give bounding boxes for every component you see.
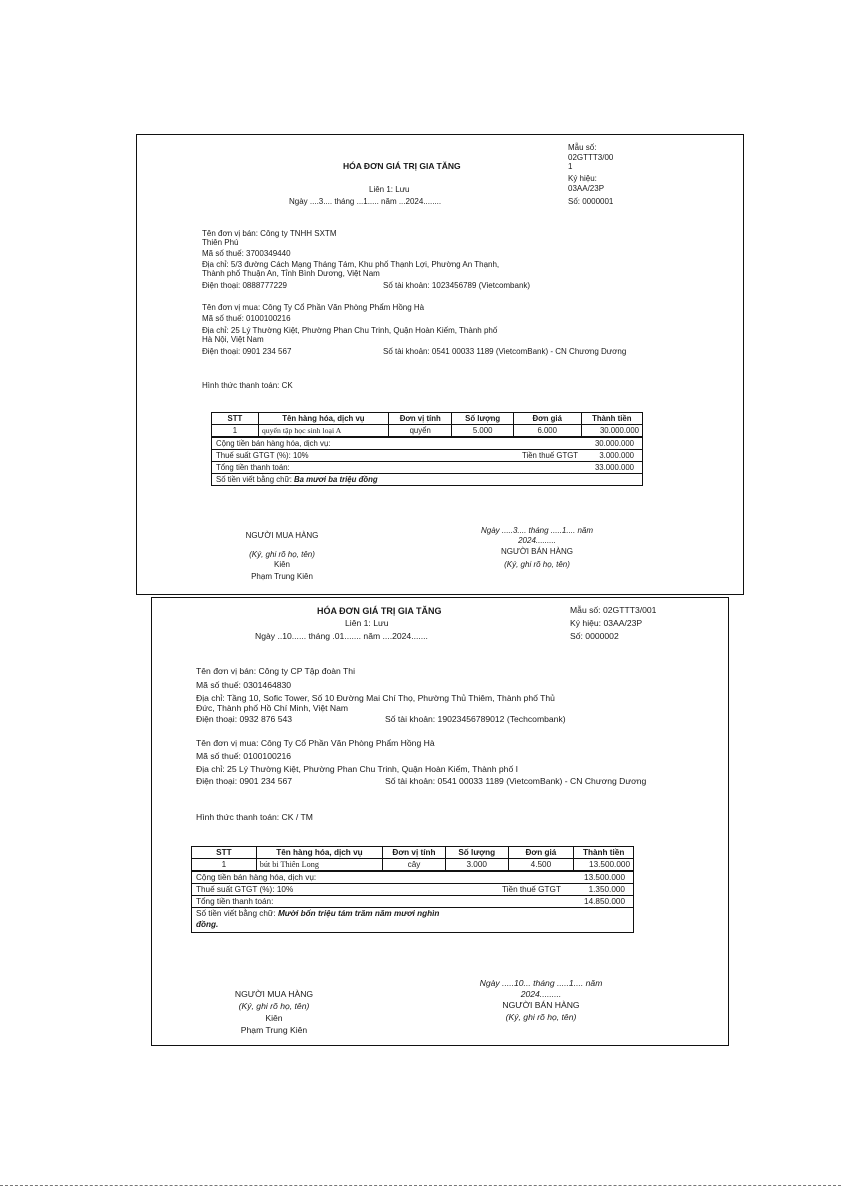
buyer-signature: Kiên (273, 560, 290, 569)
form-value: 02GTTT3/00 (568, 153, 614, 162)
row-qty: 3.000 (445, 859, 508, 871)
subtotal-value: 13.500.000 (584, 873, 625, 882)
buyer-name: Tên đơn vị mua: Công Ty Cổ Phần Văn Phòng Phẩm Hồng Hà (202, 303, 425, 312)
row-name: quyển tập học sinh loại A (258, 425, 388, 437)
col-name: Tên hàng hóa, dịch vụ (256, 847, 382, 859)
col-unit: Đơn vị tính (383, 847, 446, 859)
subtotal-row (192, 872, 633, 883)
sign-date-2: 2024......... (518, 536, 556, 545)
form-value-2: 1 (568, 162, 573, 171)
words-label: Số tiền viết bằng chữ: (216, 475, 292, 484)
seller-address: Địa chỉ: 5/3 đường Cách Mạng Tháng Tám, Khu phố Thạnh Lợi, Phường An Thạnh, (202, 260, 500, 269)
seller-phone: Điện thoại: 0932 876 543 (196, 714, 293, 724)
invoice-1 (136, 134, 744, 595)
seller-tax: Mã số thuế: 0301464830 (196, 680, 292, 690)
symbol-label: Ký hiệu: (568, 174, 597, 183)
invoice-number: Số: 0000002 (570, 631, 619, 641)
words-value: Ba mươi ba triệu đồng (294, 475, 378, 484)
row-name: bút bi Thiên Long (256, 859, 382, 871)
buyer-sign-note: (Ký, ghi rõ họ, tên) (238, 1001, 310, 1011)
total-label: Tổng tiền thanh toán: (216, 463, 290, 472)
items-table (191, 846, 634, 871)
table-header (212, 413, 643, 425)
vat-amount-label: Tiền thuế GTGT (502, 885, 561, 894)
row-unit: cây (383, 859, 446, 871)
buyer-tax: Mã số thuế: 0100100216 (196, 751, 292, 761)
col-amount: Thành tiền (581, 413, 642, 425)
vat-rate: Thuế suất GTGT (%): 10% (196, 885, 294, 894)
col-amount: Thành tiền (574, 847, 634, 859)
vat-rate: Thuế suất GTGT (%): 10% (216, 451, 309, 460)
vat-amount-label: Tiền thuế GTGT (522, 451, 579, 460)
vat-row (212, 449, 642, 461)
invoice-title: HÓA ĐƠN GIÁ TRỊ GIA TĂNG (343, 161, 461, 171)
row-stt: 1 (192, 859, 257, 871)
totals-block (191, 871, 634, 933)
col-price: Đơn giá (508, 847, 574, 859)
invoice-date: Ngày ..10...... tháng .01....... năm ....2024....... (255, 631, 428, 641)
invoice-copy: Liên 1: Lưu (369, 185, 410, 194)
invoice-copy: Liên 1: Lưu (345, 618, 389, 628)
sign-date-2: 2024......... (520, 989, 562, 999)
page-bottom-divider (0, 1185, 841, 1186)
col-unit: Đơn vị tính (388, 413, 452, 425)
row-qty: 5.000 (452, 425, 513, 437)
invoice-number: Số: 0000001 (568, 197, 614, 206)
form-label: Mẫu số: (568, 143, 597, 152)
total-label: Tổng tiền thanh toán: (196, 897, 274, 906)
buyer-address-2: Hà Nội, Việt Nam (202, 335, 264, 344)
buyer-sign-note: (Ký, ghi rõ họ, tên) (249, 550, 315, 559)
words-row (212, 473, 642, 485)
seller-account: Số tài khoản: 19023456789012 (Techcombank) (385, 714, 566, 724)
seller-account: Số tài khoản: 1023456789 (Vietcombank) (383, 281, 531, 290)
buyer-account: Số tài khoản: 0541 00033 1189 (VietcomBank) - CN Chương Dương (385, 776, 647, 786)
sign-date: Ngày .....3.... tháng .....1.... năm (480, 526, 594, 535)
row-unit: quyển (388, 425, 452, 437)
col-price: Đơn giá (513, 413, 581, 425)
vat-row (192, 883, 633, 895)
buyer-full-name: Phạm Trung Kiên (251, 572, 313, 581)
words-row (192, 907, 633, 932)
buyer-tax: Mã số thuế: 0100100216 (202, 314, 291, 323)
buyer-account: Số tài khoản: 0541 00033 1189 (VietcomBank) - CN Chương Dương (383, 347, 627, 356)
col-stt: STT (192, 847, 257, 859)
subtotal-label: Cộng tiền bán hàng hóa, dịch vụ: (196, 873, 317, 882)
buyer-signature: Kiên (265, 1013, 283, 1023)
table-row (192, 859, 634, 871)
buyer-sign-title: NGƯỜI MUA HÀNG (245, 531, 319, 540)
seller-sign-note: (Ký, ghi rõ họ, tên) (505, 1012, 577, 1022)
row-price: 6.000 (513, 425, 581, 437)
buyer-phone: Điện thoại: 0901 234 567 (196, 776, 293, 786)
words-label: Số tiền viết bằng chữ: (196, 909, 276, 918)
words-value-2: đồng. (196, 920, 219, 929)
subtotal-row (212, 438, 642, 449)
buyer-full-name: Phạm Trung Kiên (240, 1025, 308, 1035)
seller-name-2: Thiên Phú (202, 238, 239, 247)
payment-method: Hình thức thanh toán: CK (202, 381, 293, 390)
col-qty: Số lượng (452, 413, 513, 425)
seller-sign-title: NGƯỜI BÁN HÀNG (501, 547, 573, 556)
total-value: 14.850.000 (584, 897, 625, 906)
seller-address-2: Thành phố Thuận An, Tỉnh Bình Dương, Việt Nam (202, 269, 380, 278)
buyer-address: Địa chỉ: 25 Lý Thường Kiệt, Phường Phan Chu Trinh, Quận Hoàn Kiếm, Thành phố (202, 326, 498, 335)
seller-tax: Mã số thuế: 3700349440 (202, 249, 291, 258)
sign-date: Ngày .....10... tháng .....1.... năm (479, 978, 603, 988)
table-row (212, 425, 643, 437)
invoice-date: Ngày ....3.... tháng ...1..... năm ...2024........ (289, 197, 442, 206)
symbol-label: Ký hiệu: 03AA/23P (570, 618, 643, 628)
words-value: Mười bốn triệu tám trăm năm mươi nghìn (277, 909, 440, 918)
table-header (192, 847, 634, 859)
seller-phone: Điện thoại: 0888777229 (202, 281, 287, 290)
seller-address: Địa chỉ: Tầng 10, Sofic Tower, Số 10 Đường Mai Chí Thọ, Phường Thủ Thiêm, Thành phố Thủ (196, 693, 555, 703)
row-amount: 13.500.000 (574, 859, 634, 871)
symbol-value: 03AA/23P (568, 184, 605, 193)
invoice-title: HÓA ĐƠN GIÁ TRỊ GIA TĂNG (317, 606, 442, 616)
buyer-address: Địa chỉ: 25 Lý Thường Kiệt, Phường Phan Chu Trinh, Quận Hoàn Kiếm, Thành phố I (196, 764, 518, 774)
payment-method: Hình thức thanh toán: CK / TM (196, 812, 313, 822)
vat-amount-value: 3.000.000 (599, 451, 634, 460)
totals-block (211, 437, 643, 486)
items-table (211, 412, 643, 437)
subtotal-label: Cộng tiền bán hàng hóa, dịch vụ: (216, 439, 331, 448)
col-name: Tên hàng hóa, dịch vụ (258, 413, 388, 425)
seller-sign-title: NGƯỜI BÁN HÀNG (502, 1000, 580, 1010)
seller-address-2: Đức, Thành phố Hồ Chí Minh, Việt Nam (196, 703, 349, 713)
invoice-2 (151, 597, 729, 1046)
vat-amount-value: 1.350.000 (588, 885, 625, 894)
buyer-name: Tên đơn vị mua: Công Ty Cổ Phần Văn Phòng Phẩm Hồng Hà (196, 738, 435, 748)
row-amount: 30.000.000 (581, 425, 642, 437)
buyer-phone: Điện thoại: 0901 234 567 (202, 347, 292, 356)
col-stt: STT (212, 413, 259, 425)
row-stt: 1 (212, 425, 259, 437)
seller-name: Tên đơn vị bán: Công ty CP Tập đoàn Thi (196, 666, 355, 676)
total-row (212, 461, 642, 473)
total-value: 33.000.000 (594, 463, 634, 472)
buyer-sign-title: NGƯỜI MUA HÀNG (234, 989, 314, 999)
form-label: Mẫu số: 02GTTT3/001 (570, 605, 657, 615)
row-price: 4.500 (508, 859, 574, 871)
total-row (192, 895, 633, 907)
col-qty: Số lượng (445, 847, 508, 859)
seller-name: Tên đơn vị bán: Công ty TNHH SXTM (202, 229, 337, 238)
subtotal-value: 30.000.000 (594, 439, 634, 448)
seller-sign-note: (Ký, ghi rõ họ, tên) (504, 560, 570, 569)
